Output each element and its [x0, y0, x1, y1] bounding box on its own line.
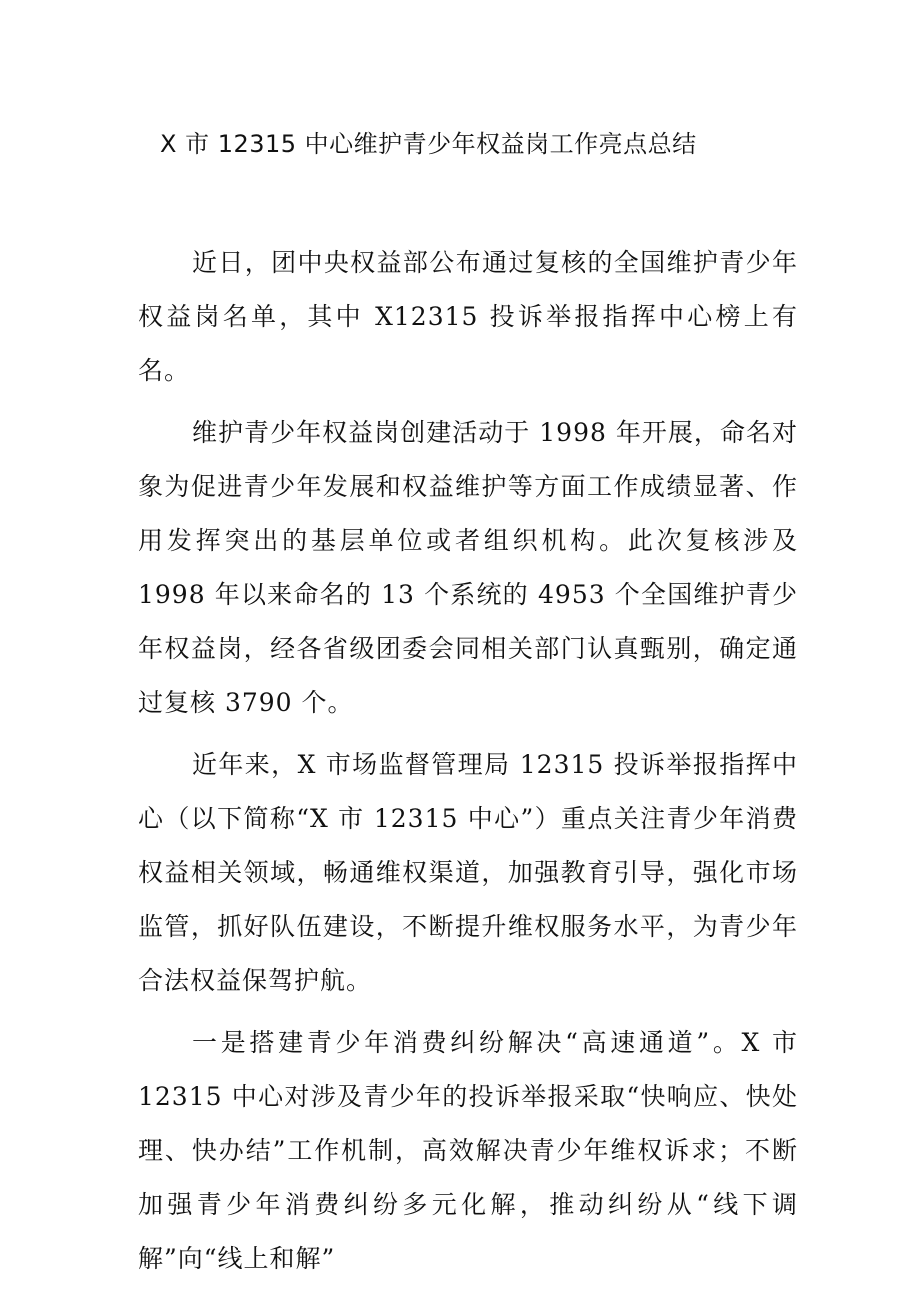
document-title: X 市 12315 中心维护青少年权益岗工作亮点总结 [160, 130, 697, 158]
paragraph-2: 维护青少年权益岗创建活动于 1998 年开展，命名对象为促进青少年发展和权益维护等方面工作成绩显著、作用发挥突出的基层单位或者组织机构。此次复核涉及 1998 年以来命名的 13 个系统的 4953 个全国维护青少年权益岗，经各省级团委会同相关部门认真甄别，确定通过复核 3790 个。 [138, 418, 798, 717]
paragraph-3: 近年来，X 市场监督管理局 12315 投诉举报指挥中心（以下简称“X 市 12315 中心”）重点关注青少年消费权益相关领域，畅通维权渠道，加强教育引导，强化市场监管，抓好队伍建设，不断提升维权服务水平，为青少年合法权益保驾护航。 [138, 750, 798, 995]
document-body [138, 236, 798, 1294]
paragraph-1: 近日，团中央权益部公布通过复核的全国维护青少年权益岗名单，其中 X12315 投诉举报指挥中心榜上有名。 [138, 248, 798, 385]
paragraph-4: 一是搭建青少年消费纠纷解决“高速通道”。X 市 12315 中心对涉及青少年的投诉举报采取“快响应、快处理、快办结”工作机制，高效解决青少年维权诉求；不断加强青少年消费纠纷多元化解，推动纠纷从“线下调解”向“线上和解” [138, 1028, 798, 1273]
